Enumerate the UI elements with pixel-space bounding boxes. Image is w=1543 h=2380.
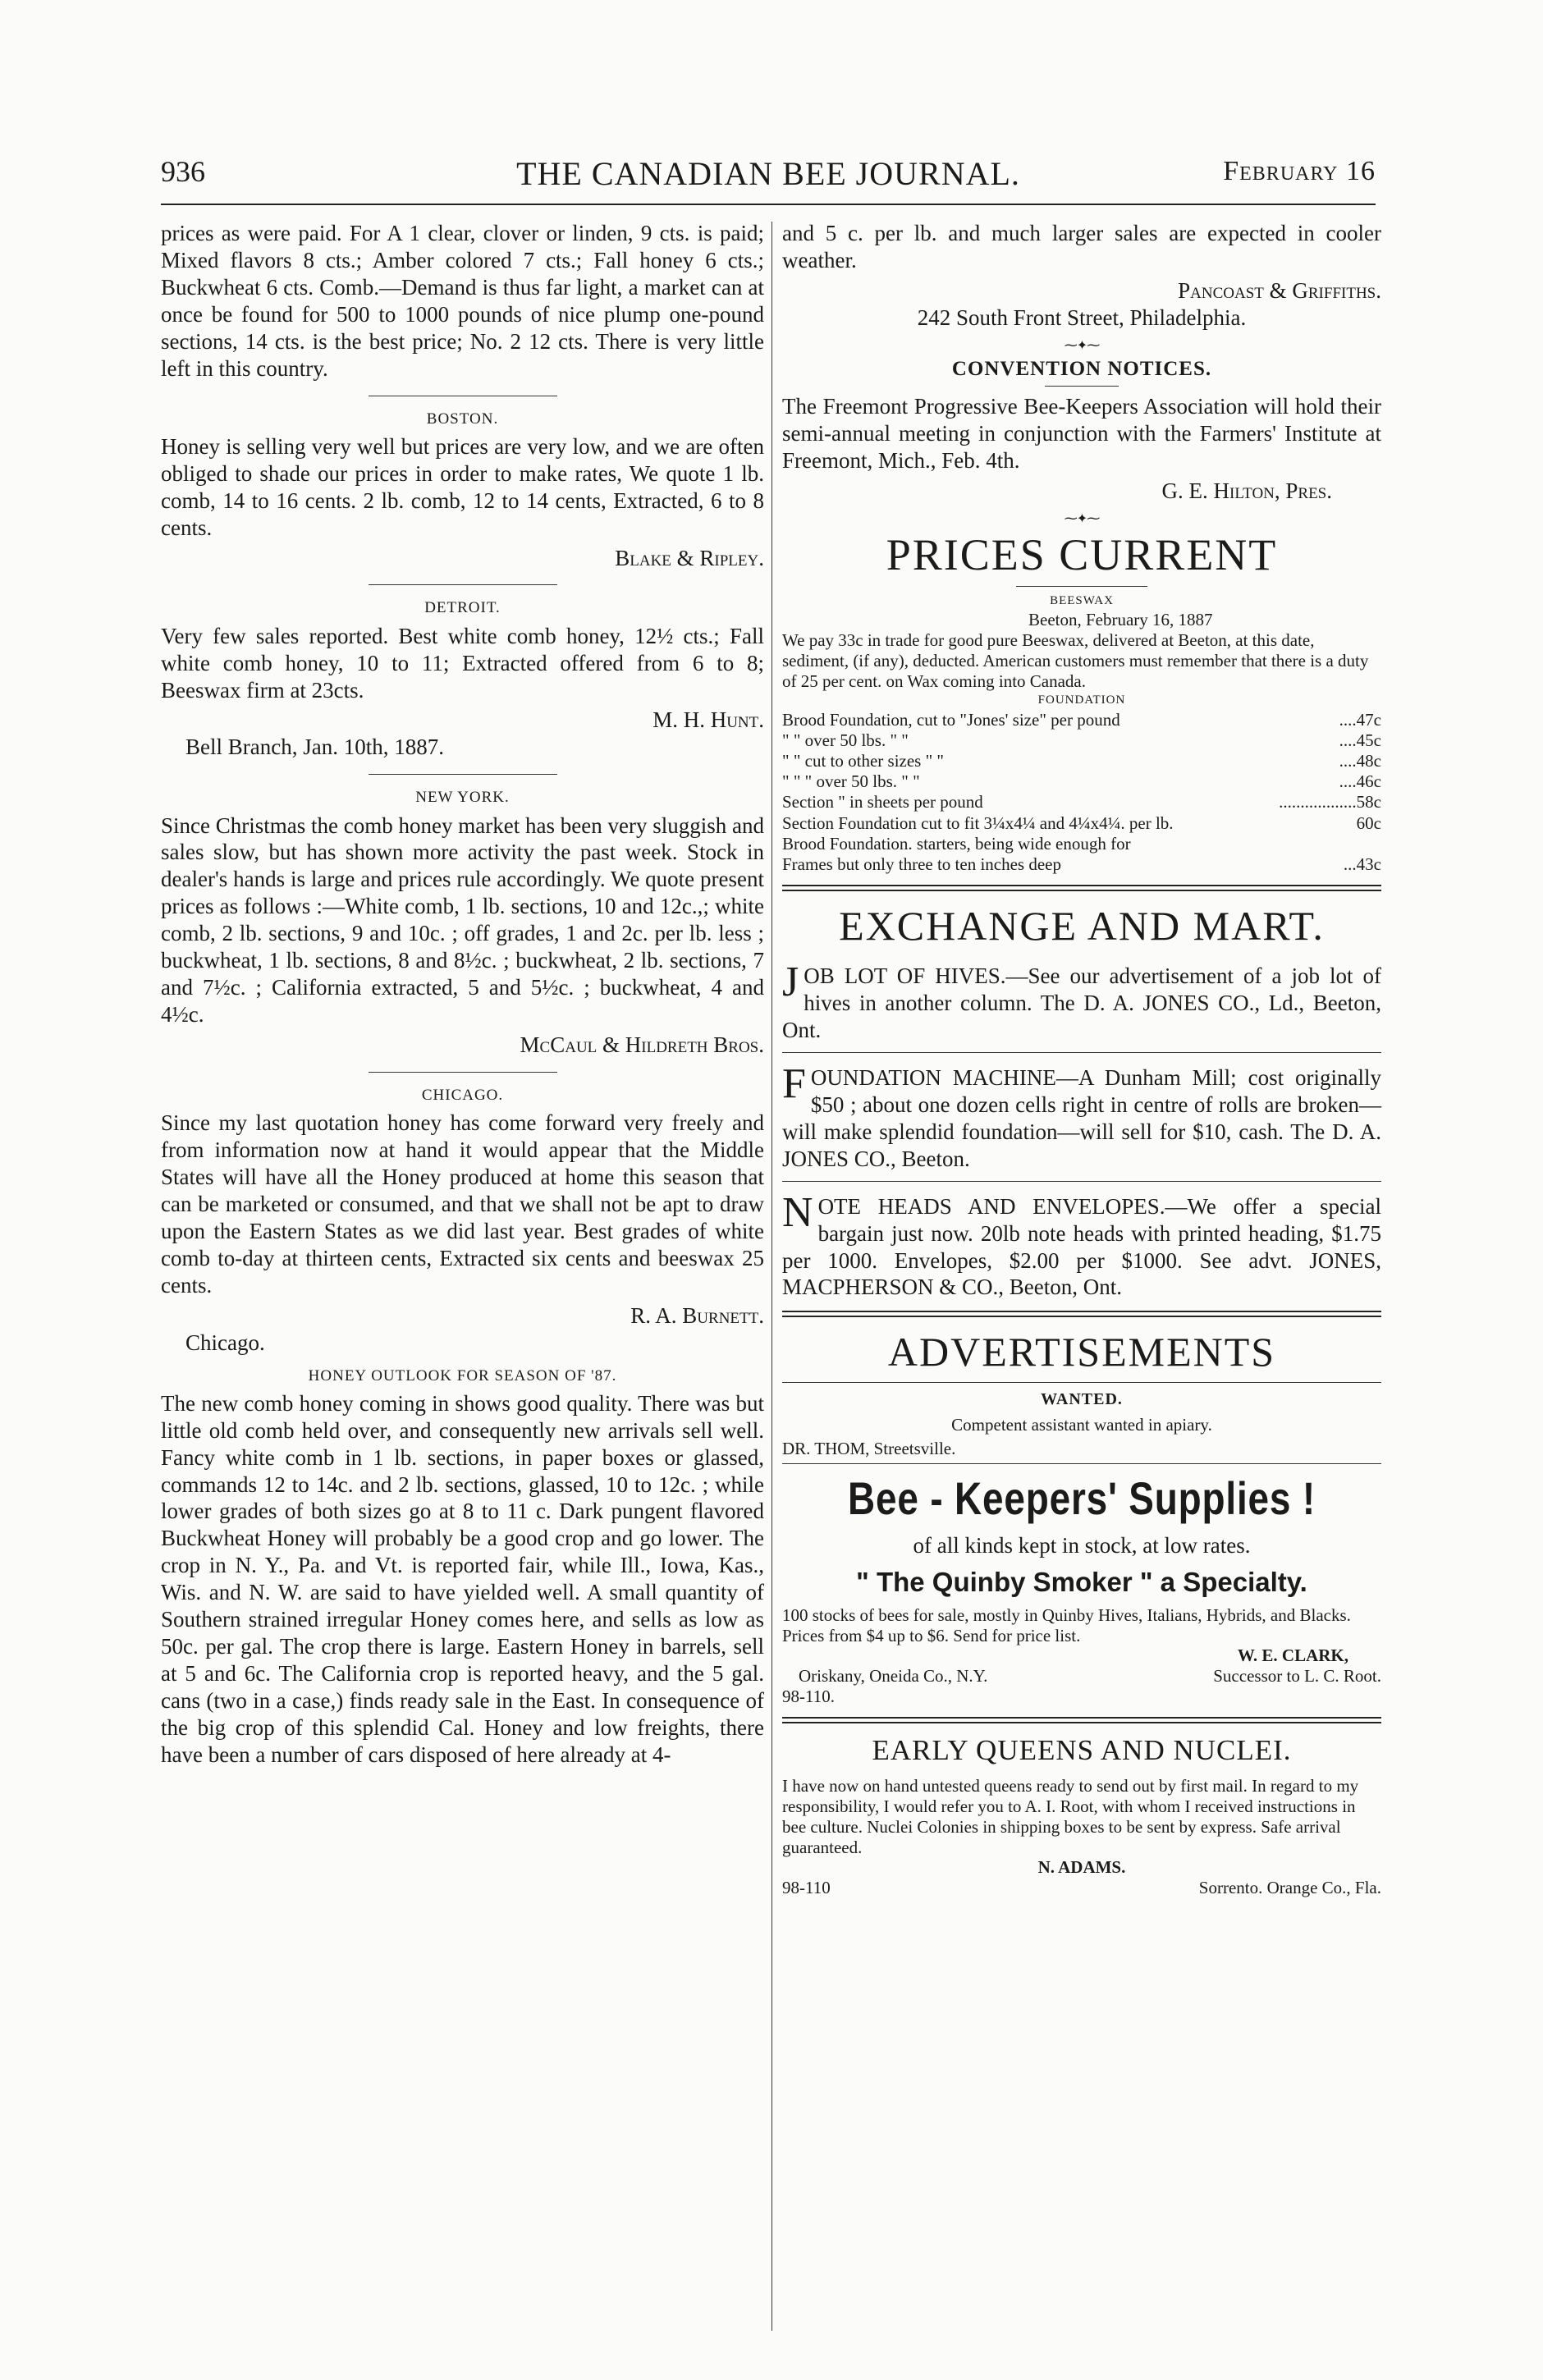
clark-address-line (782, 1666, 1381, 1687)
outlook-heading: HONEY OUTLOOK FOR SEASON OF '87. (308, 1366, 617, 1385)
price-row: " " " over 50 lbs. " " ....46c (782, 771, 1381, 792)
pancoast-address: 242 South Front Street, Philadelphia. (917, 304, 1247, 330)
quinby-heading: " The Quinby Smoker " a Specialty. (856, 1566, 1307, 1597)
stocks-notice: 100 stocks of bees for sale, mostly in Quinby Hives, Italians, Hybrids, and Blacks. Prices from $4 up to $6. Send for price list. (782, 1604, 1351, 1645)
clark-successor: Successor to L. C. Root. (1213, 1666, 1381, 1687)
price-row: Frames but only three to ten inches deep ...43c (782, 854, 1381, 874)
prices-current-heading: PRICES CURRENT (886, 530, 1278, 580)
foundation-heading: FOUNDATION (1037, 693, 1126, 707)
journal-title: THE CANADIAN BEE JOURNAL. (516, 155, 1020, 192)
supplies-heading: Bee - Keepers' Supplies ! (848, 1472, 1316, 1525)
beeswax-notice: We pay 33c in trade for good pure Beeswax, delivered at Beeton, at this date, sediment, (if any), deducted. American customers must remember that there is a duty of 25 per cent. on Wax coming into Canada. (782, 629, 1369, 691)
beeswax-heading: BEESWAX (1050, 593, 1114, 607)
convention-notice: The Freemont Progressive Bee-Keepers Association will hold their semi-annual meeting in conjunction with the Farmers' Institute at Freemont, Mich., Feb. 4th. (782, 393, 1381, 473)
price-row: Section Foundation cut to fit 3¼x4¼ and 4¼x4¼. per lb. 60c (782, 812, 1381, 833)
early-queens-ad: I have now on hand untested queens ready to send out by first mail. In regard to my responsibility, I would refer you to A. I. Root, with whom I received instructions in bee culture. Nuclei Colonies in shipping boxes to be sent by express. Safe arrival guaranteed. (782, 1776, 1359, 1857)
pancoast-signature: Pancoast & Griffiths. (1178, 277, 1381, 303)
note-heads-ad: NOTE HEADS AND ENVELOPES.—We offer a special bargain just now. 20lb note heads with printed heading, $1.75 per 1000. Envelopes, $2.00 per $1000. See advt. JONES, MACPHERSON & CO., Beeton, Ont. (782, 1188, 1381, 1300)
boston-signature: Blake & Ripley. (615, 545, 764, 570)
convention-heading: CONVENTION NOTICES. (951, 358, 1212, 381)
market-intro: prices as were paid. For A 1 clear, clover or linden, 9 cts. is paid; Mixed flavors 8 cts.; Amber colored 7 cts.; Fall honey 6 cts.; Buckwheat 6 cts. Comb.—Demand is thus far light, a market can at once be found for 500 to 1000 pounds of nice plump one-pound sections, 14 cts. is the best price; No. 2 12 cts. There is very little left in this country. (161, 221, 764, 381)
detroit-place: Bell Branch, Jan. 10th, 1887. (185, 735, 444, 760)
beeswax-date: Beeton, February 16, 1887 (1028, 610, 1213, 630)
page-header (161, 154, 1376, 195)
right-column (782, 220, 1381, 1898)
outlook-report: The new comb honey coming in shows good quality. There was but little old comb held over, and consequently new arrivals sell well. Fancy white comb in 1 lb. sections, in paper boxes or glassed, commands 12 to 14c. and 2 lb. sections, glassed, 10 to 12c. ; while lower grades of both sizes go at 8 to 11 c. Dark pungent flavored Buckwheat Honey will probably be a good crop and go lower. The crop in N. Y., Pa. and Vt. is reported fair, while Ill., Iowa, Kas., Wis. and N. W. are said to have yielded well. A small quantity of Southern strained irregular Honey comes here, and sells as low as 50c. per gal. The crop there is large. Eastern Honey in barrels, sell at 5 and 6c. The California crop is reported heavy, and the 5 gal. cans (two in a case,) finds ready sale in the East. In consequence of the big crop of this splendid Cal. Honey and low freights, there have been a number of cars disposed of here already at 4- (161, 1390, 764, 1767)
advertisements-heading: ADVERTISEMENTS (887, 1329, 1276, 1375)
left-column (161, 220, 764, 1769)
page-number: 936 (161, 155, 205, 188)
foundation-machine-ad: FOUNDATION MACHINE—A Dunham Mill; cost originally $50 ; about one dozen cells right in centre of rolls are broken—will make splendid foundation—will sell for $10, cash. The D. A. JONES CO., Beeton. (782, 1060, 1381, 1171)
ad-rule (782, 1181, 1381, 1182)
price-row: Section " in sheets per pound ..................58c (782, 792, 1381, 812)
supplies-subheading: of all kinds kept in stock, at low rates. (913, 1532, 1251, 1558)
adams-ad-number: 98-110 (782, 1878, 831, 1898)
chicago-place: Chicago. (185, 1330, 265, 1355)
adams-address: Sorrento. Orange Co., Fla. (1198, 1878, 1381, 1898)
detroit-report: Very few sales reported. Best white comb honey, 12½ cts.; Fall white comb honey, 10 to 11; Extracted offered from 6 to 8; Beeswax firm at 23cts. (161, 623, 764, 703)
price-row: Brood Foundation, cut to "Jones' size" per pound ....47c (782, 709, 1381, 730)
clark-signature: W. E. CLARK, (1237, 1645, 1348, 1666)
ornament-divider: ⁓✦⁓ (1064, 338, 1100, 353)
chicago-signature: R. A. Burnett. (630, 1302, 764, 1328)
price-row: " " over 50 lbs. " " ....45c (782, 730, 1381, 750)
newyork-heading: NEW YORK. (415, 789, 510, 807)
convention-signature: G. E. Hilton, Pres. (1161, 478, 1332, 503)
newyork-signature: McCaul & Hildreth Bros. (520, 1032, 764, 1058)
header-rule (161, 204, 1376, 205)
price-row: Brood Foundation. starters, being wide enough for (782, 833, 1131, 854)
detroit-heading: DETROIT. (424, 599, 501, 617)
boston-report: Honey is selling very well but prices are very low, and we are often obliged to shade our prices in order to make rates, We quote 1 lb. comb, 14 to 16 cents. 2 lb. comb, 12 to 14 cents, Extracted, 6 to 8 cents. (161, 433, 764, 540)
foundation-price-table (782, 710, 1381, 876)
section-rule (782, 1382, 1381, 1383)
double-rule (782, 1311, 1381, 1317)
chicago-report: Since my last quotation honey has come forward very freely and from information now at hand it would appear that the Middle States will have all the Honey produced at home this season that can be marketed or consumed, and that we shall not be apt to draw upon the Eastern States as we did last year. Best grades of white comb to-day at thirteen cents, Extracted six cents and beeswax 25 cents. (161, 1110, 764, 1298)
detroit-signature: M. H. Hunt. (652, 707, 764, 733)
double-rule (782, 1717, 1381, 1723)
ad-rule (782, 1463, 1381, 1464)
continued-text: and 5 c. per lb. and much larger sales are expected in cooler weather. (782, 221, 1381, 272)
wanted-signature: DR. THOM, Streetsville. (782, 1438, 956, 1458)
ad-rule (782, 1052, 1381, 1053)
section-rule (369, 584, 557, 585)
double-rule (782, 885, 1381, 891)
adams-signature: N. ADAMS. (1037, 1857, 1126, 1878)
clark-address: Oriskany, Oneida Co., N.Y. (799, 1666, 988, 1687)
chicago-heading: CHICAGO. (421, 1086, 504, 1104)
issue-date: February 16 (1223, 156, 1376, 186)
section-rule (369, 774, 557, 775)
clark-ad-number: 98-110. (782, 1686, 835, 1706)
newyork-report: Since Christmas the comb honey market has been very sluggish and sales slow, but has shown more activity the past week. Stock in dealer's hands is large and prices rule accordingly. We quote present prices as follows :—White comb, 1 lb. sections, 10 and 12c.,; white comb, 2 lb. sections, 9 and 10c. ; off grades, 1 and 2c. per lb. less ; buckwheat, 1 lb. sections, 8 and 8½c. ; buckwheat, 2 lb. sections, 7 and 7½c. ; California extracted, 5 and 5½c. ; buckwheat, 4 and 4½c. (161, 812, 764, 1028)
job-lot-ad: JOB LOT OF HIVES.—See our advertisement of a job lot of hives in another column. The D. A. JONES CO., Ld., Beeton, Ont. (782, 959, 1381, 1042)
exchange-mart-heading: EXCHANGE AND MART. (839, 903, 1325, 950)
ornament-divider: ⁓✦⁓ (1064, 511, 1100, 526)
section-rule (1045, 386, 1119, 387)
section-rule (1016, 586, 1147, 587)
boston-heading: BOSTON. (426, 410, 499, 428)
section-rule (369, 1072, 557, 1073)
wanted-ad: Competent assistant wanted in apiary. (951, 1414, 1212, 1435)
adams-address-line (782, 1878, 1381, 1898)
price-row: " " cut to other sizes " " ....48c (782, 750, 1381, 771)
wanted-heading: WANTED. (1041, 1390, 1123, 1409)
early-queens-heading: EARLY QUEENS AND NUCLEI. (872, 1733, 1292, 1766)
